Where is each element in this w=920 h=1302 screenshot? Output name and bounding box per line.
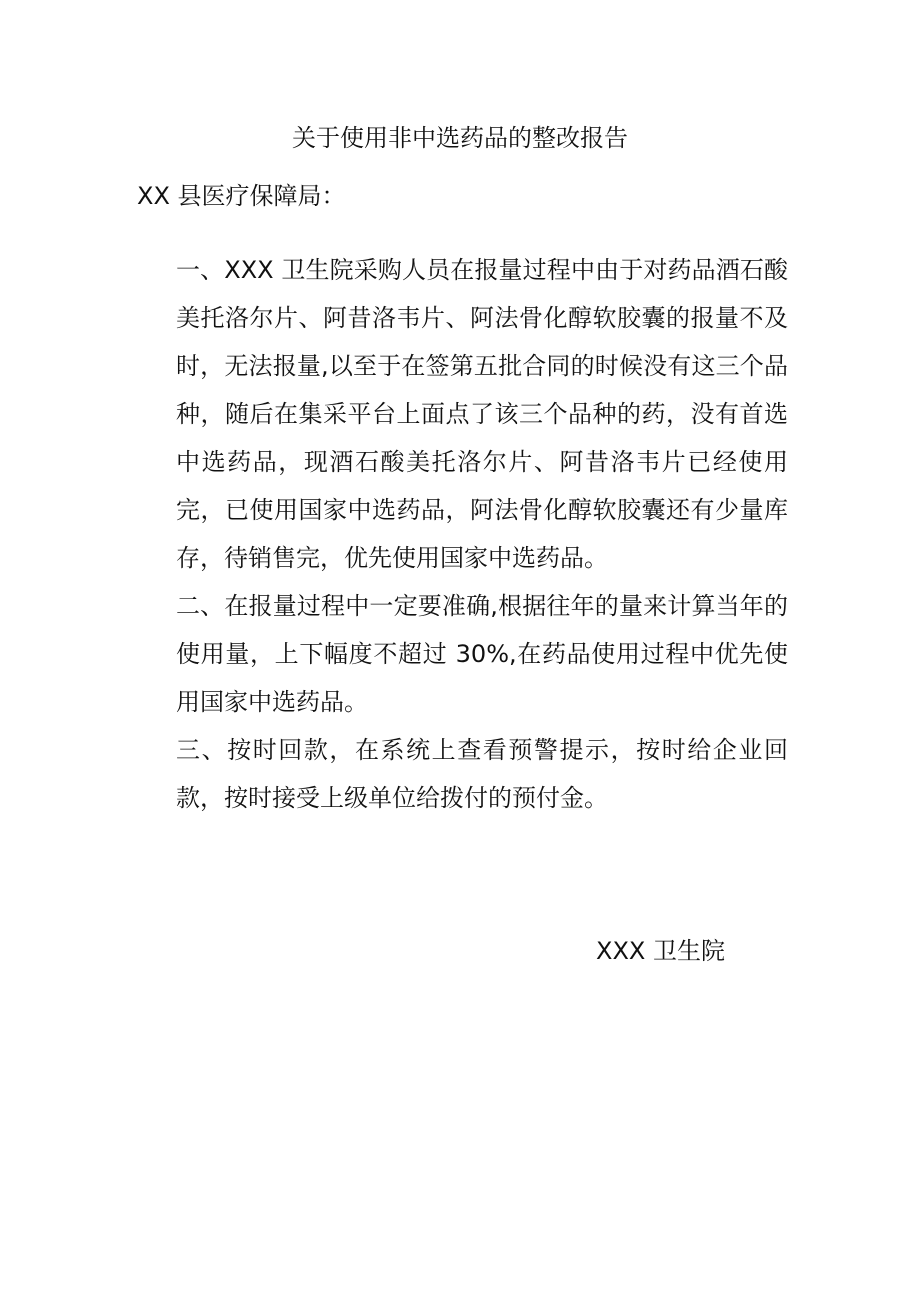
signature: XXX 卫生院 bbox=[596, 937, 725, 965]
document-title: 关于使用非中选药品的整改报告 bbox=[292, 124, 628, 152]
paragraph-1: 一、XXX 卫生院采购人员在报量过程中由于对药品酒石酸美托洛尔片、阿昔洛韦片、阿法骨化醇软胶囊的报量不及时，无法报量,以至于在签第五批合同的时候没有这三个品种，随后在集采平台上面点了该三个品种的药，没有首选中选药品，现酒石酸美托洛尔片、阿昔洛韦片已经使用完，已使用国家中选药品，阿法骨化醇软胶囊还有少量库存，待销售完，优先使用国家中选药品。 bbox=[176, 256, 788, 572]
paragraph-3: 三、按时回款，在系统上查看预警提示，按时给企业回款，按时接受上级单位给拨付的预付金。 bbox=[176, 736, 788, 812]
salutation: XX 县医疗保障局： bbox=[137, 182, 346, 210]
document-body bbox=[176, 246, 788, 822]
paragraph-2: 二、在报量过程中一定要准确,根据往年的量来计算当年的使用量，上下幅度不超过 30%,在药品使用过程中优先使用国家中选药品。 bbox=[176, 592, 788, 716]
